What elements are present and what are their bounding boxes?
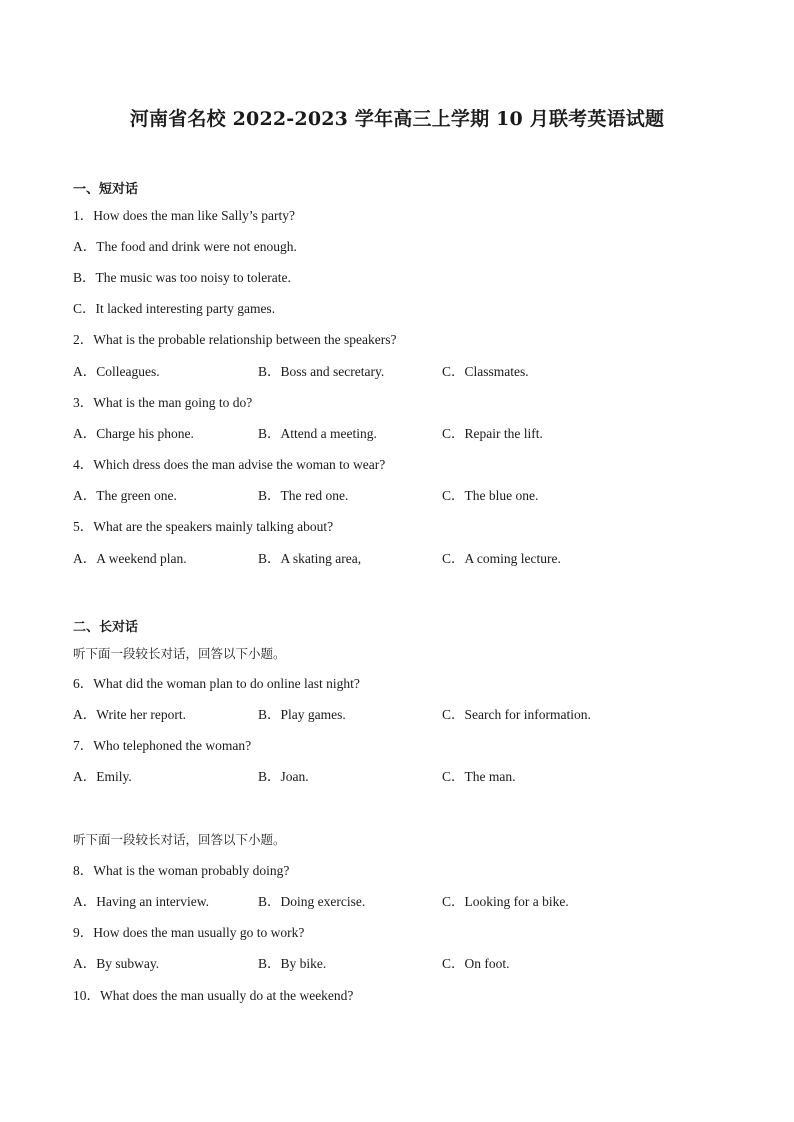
question-6-option-c: C．Search for information.: [442, 707, 591, 722]
question-3-option-c: C．Repair the lift.: [442, 426, 543, 441]
question-9-option-b: B．By bike.: [258, 956, 327, 971]
question-4-option-c: C．The blue one.: [442, 488, 539, 503]
question-3-option-a: A．Charge his phone.: [73, 426, 194, 441]
question-1-option-a: A．The food and drink were not enough.: [73, 239, 297, 254]
question-9-option-a: A．By subway.: [73, 956, 160, 971]
question-6-option-b: B．Play games.: [258, 707, 346, 722]
question-8-option-b: B．Doing exercise.: [258, 894, 366, 909]
section-instruction: 听下面一段较长对话，回答以下小题。: [73, 832, 286, 847]
question-5-option-a: A．A weekend plan.: [73, 551, 187, 566]
question-1-option-c: C．It lacked interesting party games.: [73, 301, 276, 316]
question-7-option-a: A．Emily.: [73, 769, 132, 784]
question-4-stem: 4．Which dress does the man advise the woman to wear?: [73, 457, 386, 472]
question-7-stem: 7．Who telephoned the woman?: [73, 738, 252, 753]
question-2-stem: 2．What is the probable relationship between the speakers?: [73, 332, 397, 347]
page-title: 河南省名校 2022-2023 学年高三上学期 10 月联考英语试题: [129, 108, 665, 130]
question-5-option-c: C．A coming lecture.: [442, 551, 561, 566]
question-3-stem: 3．What is the man going to do?: [73, 395, 253, 410]
question-10-stem: 10．What does the man usually do at the weekend?: [73, 988, 354, 1003]
section-instruction: 听下面一段较长对话，回答以下小题。: [73, 646, 286, 661]
question-4-option-b: B．The red one.: [258, 488, 349, 503]
question-4-option-a: A．The green one.: [73, 488, 177, 503]
question-8-stem: 8．What is the woman probably doing?: [73, 863, 290, 878]
question-5-option-b: B．A skating area,: [258, 551, 362, 566]
question-3-option-b: B．Attend a meeting.: [258, 426, 377, 441]
question-6-option-a: A．Write her report.: [73, 707, 187, 722]
question-1-option-b: B．The music was too noisy to tolerate.: [73, 270, 291, 285]
section-heading-short-dialogues: 一、短对话: [73, 182, 139, 197]
question-2-option-b: B．Boss and secretary.: [258, 364, 385, 379]
question-8-option-c: C．Looking for a bike.: [442, 894, 569, 909]
question-9-option-c: C．On foot.: [442, 956, 510, 971]
question-7-option-c: C．The man.: [442, 769, 516, 784]
question-9-stem: 9．How does the man usually go to work?: [73, 925, 305, 940]
question-6-stem: 6．What did the woman plan to do online last night?: [73, 676, 360, 691]
question-2-option-c: C．Classmates.: [442, 364, 529, 379]
question-2-option-a: A．Colleagues.: [73, 364, 160, 379]
question-7-option-b: B．Joan.: [258, 769, 309, 784]
question-1-stem: 1．How does the man like Sally’s party?: [73, 208, 295, 223]
question-8-option-a: A．Having an interview.: [73, 894, 209, 909]
section-heading-long-dialogues: 二、长对话: [73, 620, 139, 635]
question-5-stem: 5．What are the speakers mainly talking about?: [73, 519, 334, 534]
